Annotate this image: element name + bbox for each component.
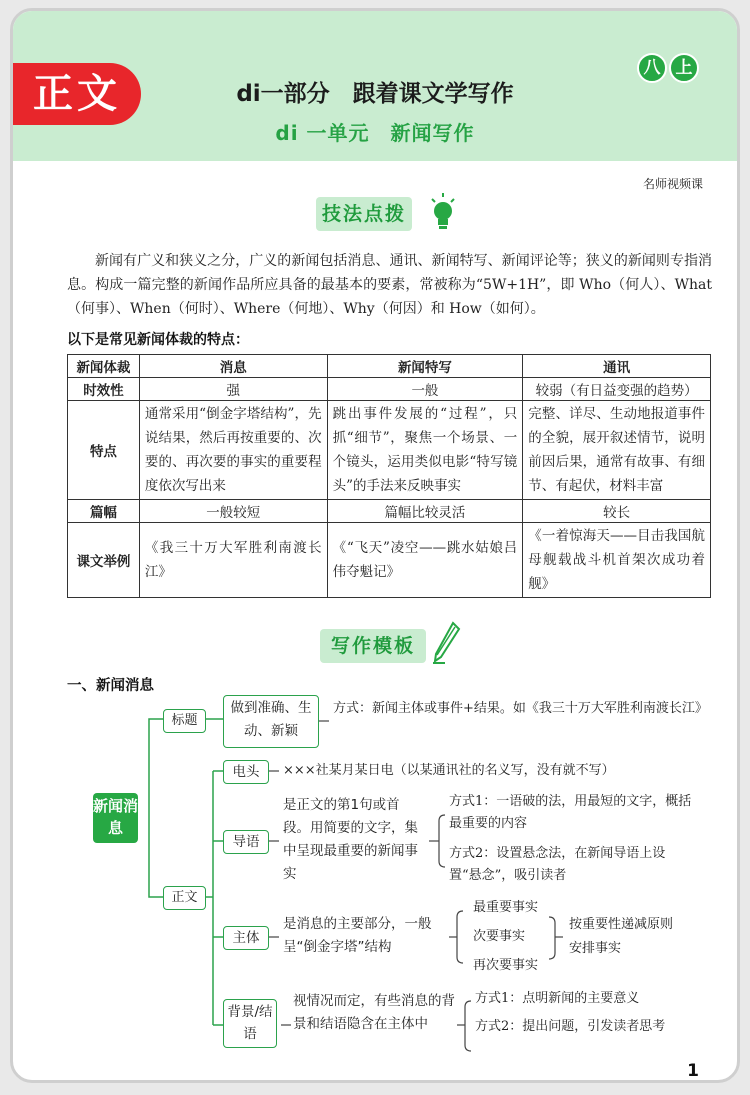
row-label: 课文举例 xyxy=(68,523,140,598)
pen-icon xyxy=(431,621,461,665)
main-item: 再次要事实 xyxy=(473,958,539,973)
page xyxy=(10,8,740,1083)
table-cell: 《“飞天”凌空——跳水姑娘吕伟夺魁记》 xyxy=(327,523,523,598)
intro-paragraph: 新闻有广义和狭义之分，广义的新闻包括消息、通讯、新闻特写、新闻评论等；狭义的新闻则专指消息。构成一篇完整的新闻作品所应具备的最基本的要素，常被称为“5W+1H”，即 Who（何人）、What（何事）、When（何时）、Where（何地）、Why（何因）和 How（如何）。 xyxy=(67,253,712,317)
diagram-root: 新闻消息 xyxy=(93,793,138,843)
row-label: 时效性 xyxy=(68,378,140,401)
template-heading: 写作模板 xyxy=(320,629,426,663)
table-cell: 一般较短 xyxy=(139,500,327,523)
main-item: 次要事实 xyxy=(473,929,526,944)
table-header-cell: 新闻体裁 xyxy=(68,355,140,378)
genre-table xyxy=(67,354,711,598)
title-branch-node: 标题 xyxy=(163,709,206,733)
lead-way-1: 方式1：一语破的法，用最短的文字，概括最重要的内容 xyxy=(449,794,692,831)
table-cell: 一般 xyxy=(327,378,523,401)
ending-way-2: 方式2：提出问题，引发读者思考 xyxy=(475,1019,666,1034)
background-ending-node: 背景/结语 xyxy=(223,999,277,1048)
dateline-node: 电头 xyxy=(223,760,269,784)
table-row xyxy=(68,523,711,598)
table-cell: 通常采用“倒金字塔结构”，先说结果，然后再按重要的、次要的、再次要的事实的重要程度依次写出来 xyxy=(139,401,327,500)
main-item: 最重要事实 xyxy=(473,900,539,915)
table-header-cell: 消息 xyxy=(139,355,327,378)
table-row xyxy=(68,378,711,401)
grade-char: 八 xyxy=(637,53,667,83)
table-cell: 完整、详尽、生动地报道事件的全貌，展开叙述情节，说明前因后果，通常有故事、有细节、有起伏，材料丰富 xyxy=(523,401,711,500)
background-ending-desc: 视情况而定，有些消息的背景和结语隐含在主体中 xyxy=(293,993,455,1032)
table-cell: 较弱（有日益变强的趋势） xyxy=(523,378,711,401)
header-band xyxy=(13,11,737,161)
title-method: 方式：新闻主体或事件+结果。如《我三十万大军胜利南渡长江》 xyxy=(333,701,708,716)
ending-way-1: 方式1：点明新闻的主要意义 xyxy=(475,991,640,1006)
body-branch-node: 正文 xyxy=(163,886,206,910)
table-header-cell: 新闻特写 xyxy=(327,355,523,378)
table-caption: 以下是常见新闻体裁的特点： xyxy=(67,332,249,348)
row-label: 特点 xyxy=(68,401,140,500)
main-body-desc: 是消息的主要部分，一般呈“倒金字塔”结构 xyxy=(283,916,432,955)
section-tag: 正文 xyxy=(13,63,141,125)
table-cell: 篇幅比较灵活 xyxy=(327,500,523,523)
news-message-heading: 一、新闻消息 xyxy=(67,678,154,694)
table-cell: 强 xyxy=(139,378,327,401)
table-cell: 《一着惊海天——目击我国航母舰载战斗机首架次成功着舰》 xyxy=(523,523,711,598)
page-number: 1 xyxy=(687,1061,699,1081)
part-title: di一部分 跟着课文学写作 xyxy=(236,81,514,107)
lead-node: 导语 xyxy=(223,830,269,854)
dateline-desc: ×××社某月某日电（以某通讯社的名义写，没有就不写） xyxy=(283,763,615,778)
lightbulb-icon xyxy=(429,192,463,234)
title-requirement-node: 做到准确、生动、新颖 xyxy=(223,695,319,748)
table-cell: 《我三十万大军胜利南渡长江》 xyxy=(139,523,327,598)
main-body-node: 主体 xyxy=(223,926,269,950)
table-cell: 较长 xyxy=(523,500,711,523)
technique-heading: 技法点拨 xyxy=(316,197,412,231)
table-header-cell: 通讯 xyxy=(523,355,711,378)
table-row xyxy=(68,401,711,500)
grade-char: 上 xyxy=(669,53,699,83)
table-header-row xyxy=(68,355,711,378)
video-lesson-link[interactable]: 名师视频课 xyxy=(642,177,703,191)
lead-way-2: 方式2：设置悬念法，在新闻导语上设置“悬念”，吸引读者 xyxy=(449,846,666,883)
table-cell: 跳出事件发展的“过程”，只抓“细节”，聚焦一个场景、一个镜头，运用类似电影“特写镜头”的手法来反映事实 xyxy=(327,401,523,500)
row-label: 篇幅 xyxy=(68,500,140,523)
main-body-rule: 按重要性递减原则安排事实 xyxy=(569,917,674,956)
lead-desc: 是正文的第1句或首段。用简要的文字，集中呈现最重要的新闻事实 xyxy=(283,797,418,882)
unit-title: di 一单元 新闻写作 xyxy=(275,121,475,145)
table-row xyxy=(68,500,711,523)
